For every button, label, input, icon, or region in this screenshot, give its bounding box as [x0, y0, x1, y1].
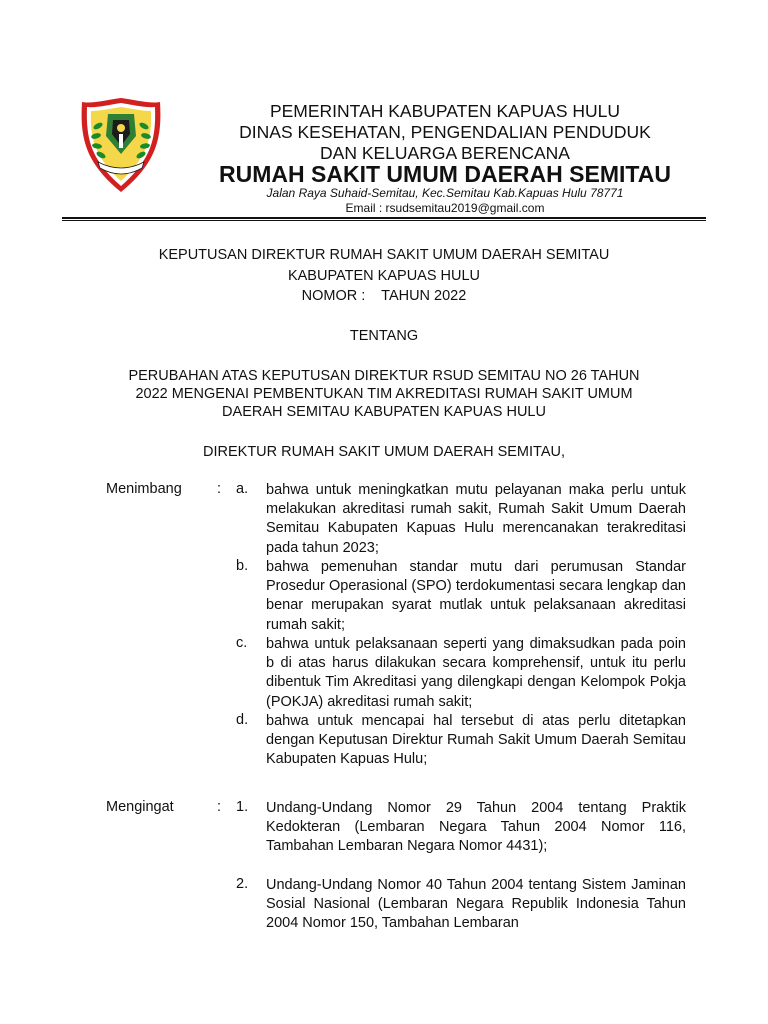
decree-director: DIREKTUR RUMAH SAKIT UMUM DAERAH SEMITAU,: [203, 444, 565, 460]
mengingat-item-1: Undang-Undang Nomor 29 Tahun 2004 tentang Praktik Kedokteran (Lembaran Negara Tahun 2004 Nomor 116, Tambahan Lembaran Negara Nomor 4431);: [266, 800, 686, 855]
decree-number: NOMOR : TAHUN 2022: [301, 288, 467, 304]
menimbang-item-c: bahwa untuk pelaksanaan seperti yang dimaksudkan pada poin b di atas harus dilakukan secara komprehensif, untuk itu perlu dibentuk Tim Akreditasi yang dilengkapi dengan Kelompok Pokja (POKJA) akreditasi rumah sakit;: [266, 636, 686, 710]
menimbang-label: Menimbang: [106, 481, 182, 497]
mengingat-label: Mengingat: [106, 799, 174, 815]
header-government: PEMERINTAH KABUPATEN KAPUAS HULU: [269, 101, 621, 121]
decree-title-regency: KABUPATEN KAPUAS HULU: [287, 268, 481, 284]
menimbang-marker-b: b.: [236, 558, 249, 574]
kapuas-hulu-emblem-icon: [78, 96, 164, 194]
mengingat-colon: :: [217, 799, 222, 815]
menimbang-marker-d: d.: [236, 712, 249, 728]
header-department: DINAS KESEHATAN, PENGENDALIAN PENDUDUK: [239, 122, 651, 142]
hospital-email: Email : rsudsemitau2019@gmail.com: [345, 201, 545, 215]
mengingat-item-2: Undang-Undang Nomor 40 Tahun 2004 tentang Sistem Jaminan Sosial Nasional (Lembaran Negara Republik Indonesia Tahun 2004 Nomor 150, Tambahan Lembaran: [266, 877, 686, 932]
header-department-cont: DAN KELUARGA BERENCANA: [320, 143, 570, 163]
decree-subject-line3: DAERAH SEMITAU KABUPATEN KAPUAS HULU: [222, 404, 546, 420]
mengingat-marker-1: 1.: [236, 799, 249, 815]
decree-subject-line2: 2022 MENGENAI PEMBENTUKAN TIM AKREDITASI RUMAH SAKIT UMUM: [135, 386, 633, 402]
menimbang-item-d: bahwa untuk mencapai hal tersebut di atas perlu ditetapkan dengan Keputusan Direktur Rumah Sakit Umum Daerah Semitau Kabupaten Kapuas Hulu;: [266, 713, 686, 768]
header-divider-thin: [62, 220, 706, 221]
hospital-name: RUMAH SAKIT UMUM DAERAH SEMITAU: [219, 161, 671, 187]
menimbang-marker-a: a.: [236, 481, 249, 497]
header-divider: [62, 217, 706, 219]
menimbang-item-a: bahwa untuk meningkatkan mutu pelayanan maka perlu untuk melakukan akreditasi rumah sakit, Rumah Sakit Umum Daerah Semitau Kabupaten Kapuas Hulu merencanakan terakreditasi pada tahun 2023;: [266, 482, 686, 556]
decree-tentang: TENTANG: [349, 328, 419, 344]
decree-subject-line1: PERUBAHAN ATAS KEPUTUSAN DIREKTUR RSUD SEMITAU NO 26 TAHUN: [128, 368, 640, 384]
decree-title: KEPUTUSAN DIREKTUR RUMAH SAKIT UMUM DAERAH SEMITAU: [158, 247, 610, 263]
menimbang-marker-c: c.: [236, 635, 248, 651]
hospital-address: Jalan Raya Suhaid-Semitau, Kec.Semitau Kab.Kapuas Hulu 78771: [266, 186, 624, 200]
mengingat-marker-2: 2.: [236, 876, 249, 892]
menimbang-item-b: bahwa pemenuhan standar mutu dari perumusan Standar Prosedur Operasional (SPO) terdokumentasi secara lengkap dan benar merupakan syarat mutlak untuk pelaksanaan akreditasi rumah sakit;: [266, 559, 686, 633]
menimbang-colon: :: [217, 481, 222, 497]
